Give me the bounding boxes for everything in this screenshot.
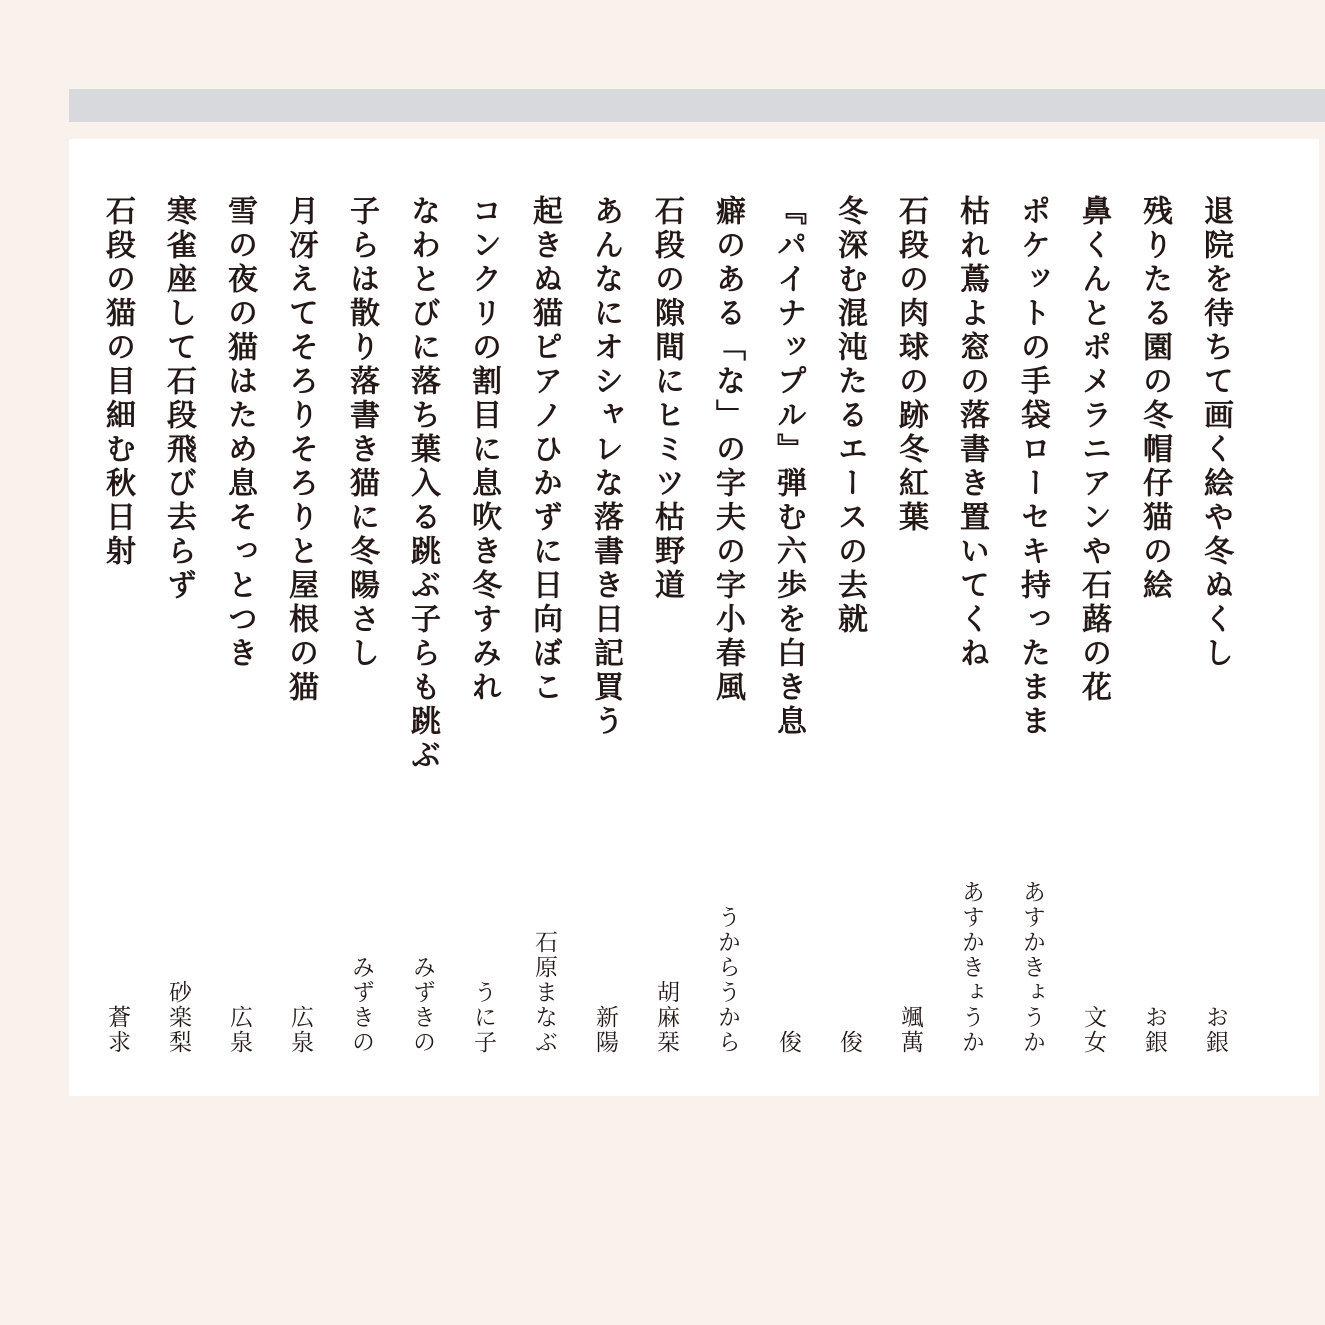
poem-column <box>527 195 561 1055</box>
poem-verse: 鼻くんとポメラニアンや石蕗の花 <box>1076 195 1111 705</box>
poem-column <box>954 195 988 1055</box>
poem-author: 広泉 <box>226 1005 252 1055</box>
poem-author: 俊 <box>836 1030 862 1055</box>
poem-verse: 月冴えてそろりそろりと屋根の猫 <box>283 195 318 705</box>
poem-author: あすかきょうか <box>1019 880 1045 1055</box>
poem-author: みずきの <box>409 955 435 1055</box>
poem-author: みずきの <box>348 955 374 1055</box>
poem-verse: 石段の隙間にヒミツ枯野道 <box>649 195 684 603</box>
poem-column <box>1137 195 1171 1055</box>
poem-verse: 子らは散り落書き猫に冬陽さし <box>344 195 379 671</box>
poem-author: 颯萬 <box>897 1005 923 1055</box>
poem-verse: 起きぬ猫ピアノひかずに日向ぼこ <box>527 195 562 705</box>
poem-column <box>710 195 744 1055</box>
poem-verse: 枯れ蔦よ窓の落書き置いてくね <box>954 195 989 671</box>
poem-column <box>466 195 500 1055</box>
poem-column <box>1076 195 1110 1055</box>
poem-verse: 寒雀座して石段飛び去らず <box>161 195 196 603</box>
poem-column <box>649 195 683 1055</box>
poem-column <box>893 195 927 1055</box>
poem-column <box>771 195 805 1055</box>
poem-column <box>588 195 622 1055</box>
poem-author: あすかきょうか <box>958 880 984 1055</box>
poem-verse: コンクリの割目に息吹き冬すみれ <box>466 195 501 705</box>
poem-verse: 雪の夜の猫はため息そっとつき <box>222 195 257 671</box>
poem-column <box>100 195 134 1055</box>
poem-author: 蒼求 <box>104 1005 130 1055</box>
poem-column <box>1198 195 1232 1055</box>
poem-verse: 石段の猫の目細む秋日射 <box>100 195 135 569</box>
poem-verse: 癖のある「な」の字夫の字小春風 <box>710 195 745 705</box>
poem-column <box>283 195 317 1055</box>
poem-author: お銀 <box>1202 1005 1228 1055</box>
poem-verse: あんなにオシャレな落書き日記買う <box>588 195 623 739</box>
poem-column <box>161 195 195 1055</box>
poem-column <box>1015 195 1049 1055</box>
poem-author: お銀 <box>1141 1005 1167 1055</box>
poem-verse: なわとびに落ち葉入る跳ぶ子らも跳ぶ <box>405 195 440 773</box>
poem-author: 俊 <box>775 1030 801 1055</box>
poem-author: うに子 <box>470 980 496 1055</box>
poem-author: うからうから <box>714 905 740 1055</box>
poem-author: 石原まなぶ <box>531 930 557 1055</box>
poem-verse: 冬深む混沌たるエースの去就 <box>832 195 867 637</box>
poem-column <box>344 195 378 1055</box>
poem-verse: ポケットの手袋ローセキ持ったまま <box>1015 195 1050 739</box>
poem-column <box>832 195 866 1055</box>
header-bar <box>69 89 1325 122</box>
poem-verse: 『パイナップル』弾む六歩を白き息 <box>771 195 806 739</box>
poem-verse: 残りたる園の冬帽仔猫の絵 <box>1137 195 1172 603</box>
poem-author: 文女 <box>1080 1005 1106 1055</box>
poem-column <box>222 195 256 1055</box>
poem-verse: 石段の肉球の跡冬紅葉 <box>893 195 928 535</box>
poem-column <box>405 195 439 1055</box>
poem-verse: 退院を待ちて画く絵や冬ぬくし <box>1198 195 1233 671</box>
poem-author: 胡麻栞 <box>653 980 679 1055</box>
poem-author: 砂楽梨 <box>165 980 191 1055</box>
poem-author: 新陽 <box>592 1005 618 1055</box>
poem-author: 広泉 <box>287 1005 313 1055</box>
